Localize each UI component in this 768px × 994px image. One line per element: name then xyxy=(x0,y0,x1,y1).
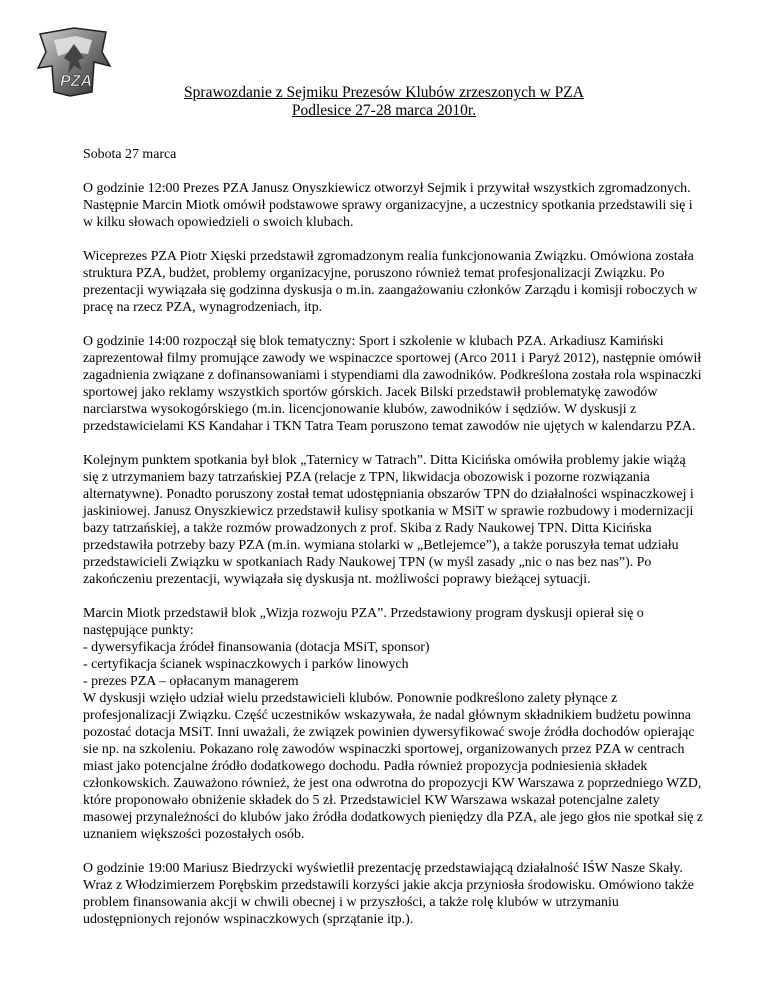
logo-text: PZA xyxy=(60,73,92,90)
document-title xyxy=(0,84,768,120)
title-line-1: Sprawozdanie z Sejmiku Prezesów Klubów zrzeszonych w PZA xyxy=(184,84,584,101)
vision-point-3: - prezes PZA – opłacanym managerem xyxy=(83,674,299,689)
vision-intro: Marcin Miotk przedstawił blok „Wizja rozwoju PZA”. Przedstawiony program dyskusji opierał się o następujące punkty: xyxy=(83,606,644,638)
paragraph-sport-block: O godzinie 14:00 rozpoczął się blok tematyczny: Sport i szkolenie w klubach PZA. Arkadiusz Kamiński zaprezentował filmy promujące zawody we wspinaczce sportowej (Arco 2011 i Paryż 2012), następnie omówił zagadnienia związane z dofinansowaniami i stypendiami dla zawodników. Podkreślona została rola wspinaczki sportowej jako reklamy wszystkich sportów górskich. Jacek Bilski przedstawił problematykę zawodów narciarstwa wysokogórskiego (m.in. licencjonowanie klubów, zawodników i sędziów. W dyskusji z przedstawicielami KS Kandahar i TKN Tatra Team poruszono temat zawodów nie ujętych w kalendarzu PZA. xyxy=(83,334,702,434)
paragraph-vision-block xyxy=(83,605,703,843)
paragraph-evening-presentation: O godzinie 19:00 Mariusz Biedrzycki wyświetlił prezentację przedstawiającą działalność IŚW Nasze Skały. Wraz z Włodzimierzem Porębskim przedstawili korzyści jakie akcja przyniosła środowisku. Omówiono także problem finansowania akcji w chwili obecnej i w przyszłości, a także rolę klubów w utrzymaniu udostępnionych rejonów wspinaczkowych (sprzątanie itp.). xyxy=(83,861,694,927)
report-body xyxy=(83,146,703,945)
vision-point-1: - dywersyfikacja źródeł finansowania (dotacja MSiT, sponsor) xyxy=(83,640,430,655)
date-heading: Sobota 27 marca xyxy=(83,147,177,162)
vision-discussion: W dyskusji wzięło udział wielu przedstawicieli klubów. Ponownie podkreślono zalety płynące z profesjonalizacji Związku. Część uczestników wskazywała, że nadal głównym składnikiem budżetu powinna pozostać dotacja MSiT. Inni uważali, że związek powinien dywersyfikować swoje źródła dochodów opierając sie np. na szkoleniu. Pokazano rolę zawodów wspinaczki sportowej, organizowanych przez PZA w centrach miast jako potencjalne źródło dodatkowego dochodu. Padła również propozycja podniesienia składek członkowskich. Zauważono również, że jest ona odwrotna do propozycji KW Warszawa z poprzedniego WZD, które proponowało obniżenie składek do 5 zł. Przedstawiciel KW Warszawa wskazał potencjalne zalety masowej przynależności do klubów jako źródła dodatkowych pieniędzy dla PZA, ale jego głos nie spotkał się z uznaniem większości pozostałych osób. xyxy=(83,691,703,842)
paragraph-tatra-block: Kolejnym punktem spotkania był blok „Taternicy w Tatrach”. Ditta Kicińska omówiła problemy jakie wiążą się z utrzymaniem bazy tatrzańskiej PZA (relacje z TPN, likwidacja obozowisk i pozorne rozwiązania alternatywne). Ponadto poruszony został temat udostępniania obszarów TPN do działalności wspinaczkowej i jaskiniowej. Janusz Onyszkiewicz przedstawił kulisy spotkania w MSiT w sprawie rozbudowy i modernizacji bazy tatrzańskiej, a także rozmów prowadzonych z prof. Skiba z Rady Naukowej TPN. Ditta Kicińska przedstawiła potrzeby bazy PZA (m.in. wymiana stolarki w „Betlejemce”), a także poruszyła temat udziału przedstawicieli Związku w spotkaniach Rady Naukowej TPN (w myśl zasady „nic o nas bez nas”). Po zakończeniu prezentacji, wywiązała się dyskusja nt. możliwości poprawy bieżącej sytuacji. xyxy=(83,453,694,587)
paragraph-opening: O godzinie 12:00 Prezes PZA Janusz Onyszkiewicz otworzył Sejmik i przywitał wszystkich zgromadzonych. Następnie Marcin Miotk omówił podstawowe sprawy organizacyjne, a uczestnicy spotkania przedstawili się i w kilku słowach opowiedzieli o swoich klubach. xyxy=(83,181,693,230)
title-line-2: Podlesice 27-28 marca 2010r. xyxy=(291,102,477,119)
vision-point-2: - certyfikacja ścianek wspinaczkowych i parków linowych xyxy=(83,657,409,672)
paragraph-vice-president: Wiceprezes PZA Piotr Xięski przedstawił zgromadzonym realia funkcjonowania Związku. Omówiona została struktura PZA, budżet, problemy organizacyjne, poruszono również temat profesjonalizacji Związku. Po prezentacji wywiązała się godzinna dyskusja o m.in. zaangażowaniu członków Zarządu i komisji roboczych w pracę na rzecz PZA, wynagrodzeniach, itp. xyxy=(83,249,698,315)
